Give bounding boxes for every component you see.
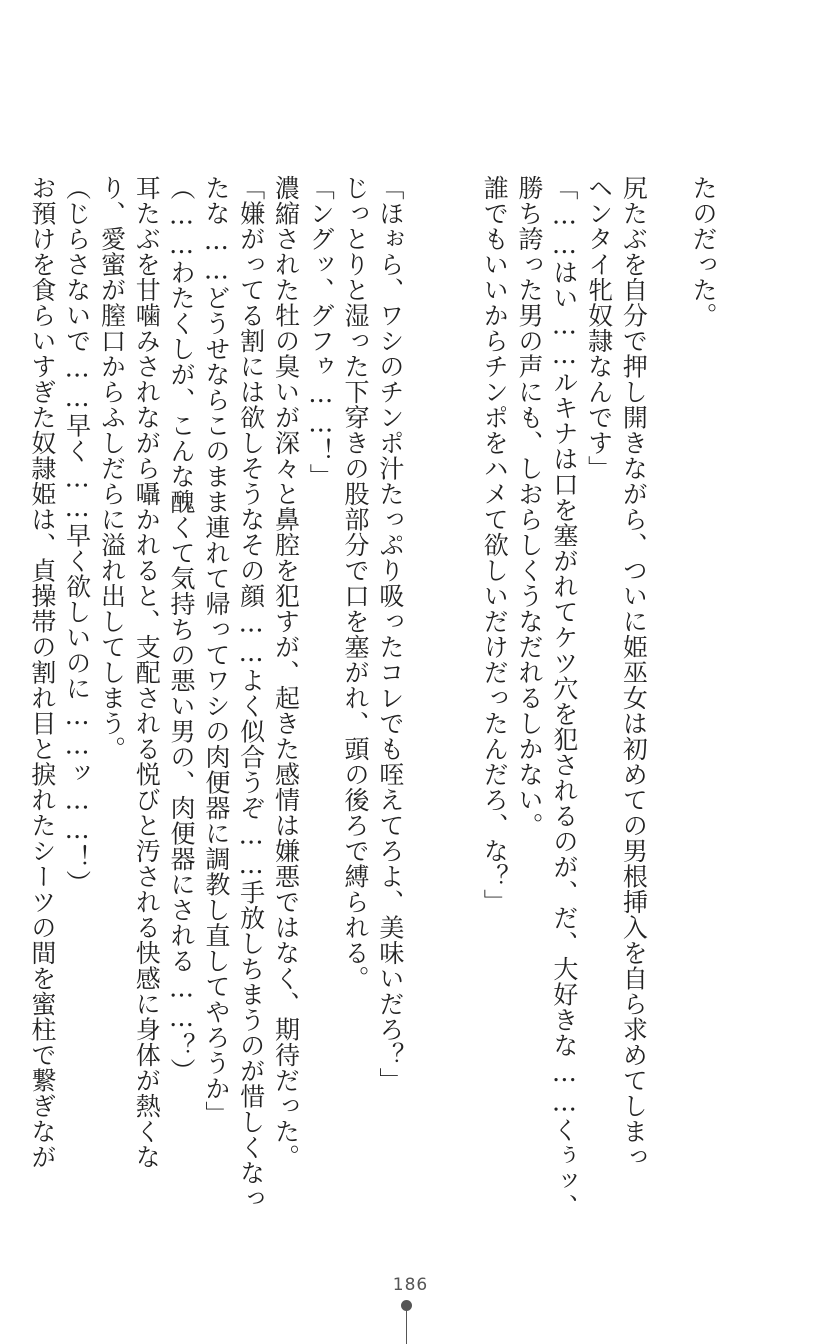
text-line: 濃縮された牡の臭いが深々と鼻腔を犯すが、起きた感情は嫌悪ではなく、期待だった。 — [271, 175, 301, 1170]
text-line: たな……どうせならこのまま連れて帰ってワシの肉便器に調教し直してやろうか」 — [201, 175, 231, 1127]
page-number: 186 — [392, 1275, 429, 1295]
text-line: 「ほぉら、ワシのチンポ汁たっぷり吸ったコレでも咥えてろよ、美味いだろ？」 — [375, 175, 405, 1093]
vertical-text-block — [27, 175, 720, 1219]
blank-line — [407, 175, 442, 1095]
text-line: ヘンタイ牝奴隷なんです」 — [584, 175, 614, 481]
blank-line — [442, 175, 477, 1095]
text-line: 「嫌がってる割には欲しそうなその顔……よく似合うぞ……手放しちまうのが惜しくなっ — [236, 175, 266, 1211]
text-line: り、愛蜜が膣口からふしだらに溢れ出してしまう。 — [97, 175, 127, 762]
text-line: 「ングッ、グフゥ……！」 — [306, 175, 336, 489]
text-line: じっとりと湿った下穿きの股部分で口を塞がれ、頭の後ろで縛られる。 — [341, 175, 371, 991]
text-line: 「……はい……ルキナは口を塞がれてケツ穴を犯されるのが、だ、大好きな……くぅッ、 — [549, 175, 579, 1219]
text-line: 耳たぶを甘噛みされながら囁かれると、支配される悦びと汚される快感に身体が熱くな — [132, 175, 162, 1170]
page-marker-line — [406, 1310, 407, 1344]
text-line: お預けを食らいすぎた奴隷姫は、貞操帯の割れ目と捩れたシーツの間を蜜柱で繋ぎなが — [27, 175, 57, 1170]
text-line: （じらさないで……早く……早く欲しいのに……ッ……！） — [62, 175, 92, 896]
blank-line — [650, 175, 685, 1095]
text-line: 誰でもいいからチンポをハメて欲しいだけだったんだろ、な？」 — [480, 175, 510, 915]
text-line: （……わたくしが、こんな醜くて気持ちの悪い男の、肉便器にされる……？） — [167, 175, 197, 1084]
text-line: たのだった。 — [689, 175, 718, 328]
text-line: 尻たぶを自分で押し開きながら、ついに姫巫女は初めての男根挿入を自ら求めてしまっ — [619, 175, 649, 1170]
text-line: 勝ち誇った男の声にも、しおらしくうなだれるしかない。 — [515, 175, 545, 838]
